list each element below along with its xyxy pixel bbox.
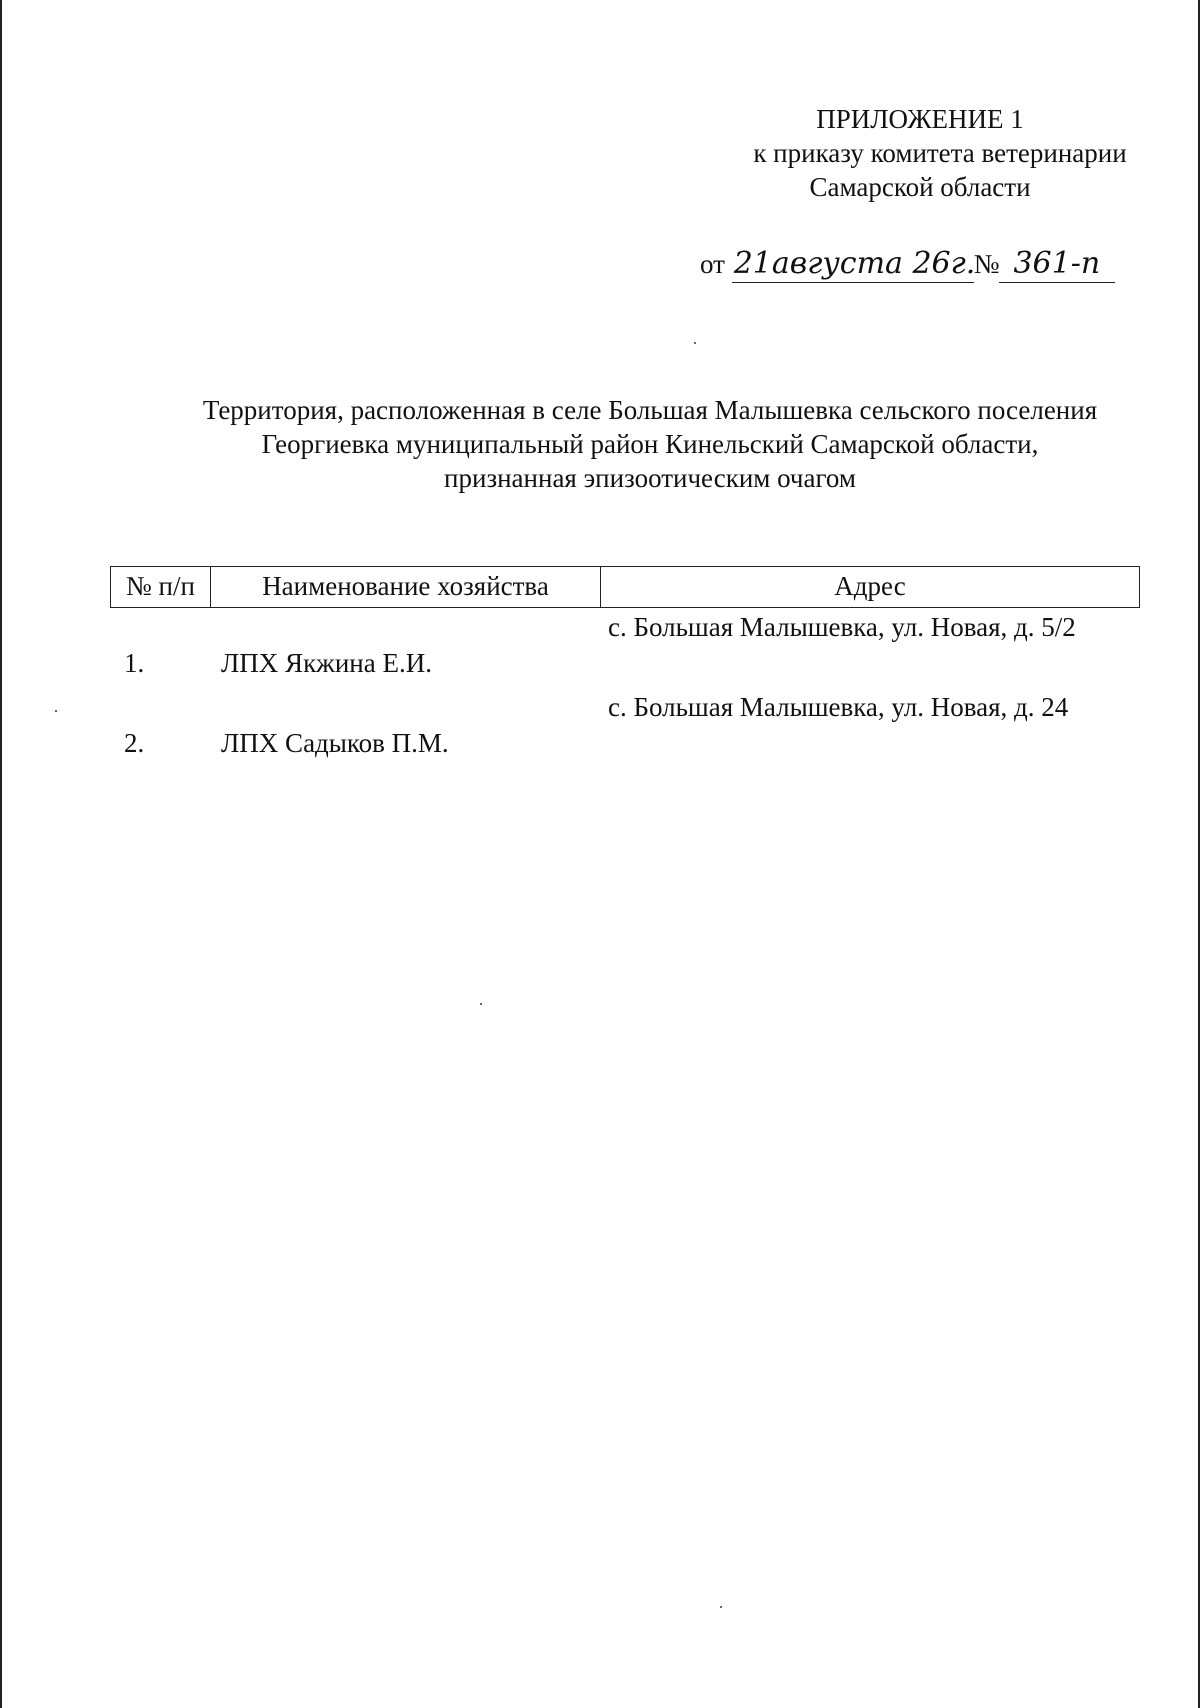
order-date-handwritten: 21августа 26г. — [733, 246, 976, 281]
appendix-title: ПРИЛОЖЕНИЕ 1 — [816, 104, 1024, 134]
scan-speck — [480, 1003, 482, 1005]
scan-speck — [720, 1606, 722, 1608]
appendix-region: Самарской области — [809, 172, 1031, 202]
scan-speck — [694, 342, 696, 344]
appendix-header — [700, 102, 1140, 204]
header-number: № п/п — [111, 567, 211, 607]
heading-line-3: признанная эпизоотическим очагом — [444, 463, 856, 493]
order-number-label: № — [973, 249, 1000, 279]
scan-speck — [55, 710, 57, 712]
table-row — [110, 608, 1140, 688]
heading-line-2: Георгиевка муниципальный район Кинельский Самарской области, — [261, 429, 1039, 459]
appendix-subtitle: к приказу комитета ветеринарии — [753, 138, 1127, 168]
row-address: с. Большая Малышевка, ул. Новая, д. 5/2 — [608, 612, 1076, 642]
row-farm-name: ЛПХ Якжина Е.И. — [221, 648, 432, 678]
header-address: Адрес — [834, 571, 906, 601]
row-number: 2. — [124, 728, 145, 758]
row-address: с. Большая Малышевка, ул. Новая, д. 24 — [608, 692, 1069, 722]
order-from-label: от — [700, 249, 725, 279]
row-farm-name: ЛПХ Садыков П.М. — [221, 728, 449, 758]
header-farm-name: Наименование хозяйства — [211, 567, 601, 607]
row-number: 1. — [124, 648, 145, 678]
order-number-handwritten: 361-п — [999, 246, 1115, 283]
scan-edge-left — [0, 0, 2, 1708]
heading-line-1: Территория, расположенная в селе Большая Малышевка сельского поселения — [202, 395, 1098, 425]
table-row — [110, 688, 1140, 768]
document-heading — [150, 393, 1150, 495]
table-header-row — [110, 566, 1140, 608]
order-reference — [700, 244, 1140, 284]
farms-table — [110, 566, 1140, 768]
